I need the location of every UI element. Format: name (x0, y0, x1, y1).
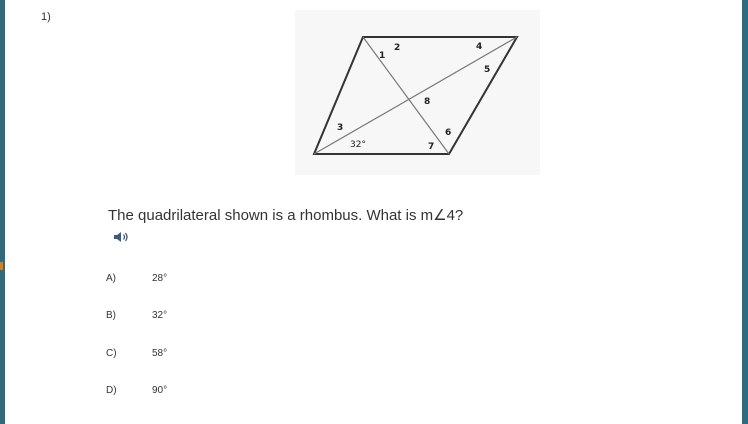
choice-letter: C) (106, 348, 117, 359)
angle-label-2: 2 (394, 43, 401, 53)
rhombus-figure (295, 10, 540, 175)
diagonal-long (314, 37, 517, 154)
angle-label-7: 7 (428, 142, 435, 152)
angle-label-1: 1 (379, 51, 386, 61)
left-accent-marker (0, 262, 3, 270)
choice-letter: B) (106, 310, 116, 321)
angle-label-8: 8 (424, 97, 431, 107)
angle-label-6: 6 (445, 128, 452, 138)
choice-letter: D) (106, 385, 117, 396)
speaker-icon[interactable] (113, 230, 131, 244)
diagonal-short (363, 37, 452, 154)
right-frame (742, 0, 748, 424)
angle-label-5: 5 (484, 65, 491, 75)
question-panel (5, 0, 742, 424)
choice-letter: A) (106, 273, 116, 284)
choice-value: 32° (152, 310, 168, 321)
choice-value: 28° (152, 273, 168, 284)
choice-value: 58° (152, 348, 168, 359)
question-text: The quadrilateral shown is a rhombus. What is m∠4? (108, 207, 464, 224)
given-angle-label: 32° (350, 140, 366, 150)
angle-label-4: 4 (476, 42, 483, 52)
question-number: 1) (41, 11, 51, 23)
angle-label-3: 3 (337, 123, 344, 133)
choice-value: 90° (152, 385, 168, 396)
